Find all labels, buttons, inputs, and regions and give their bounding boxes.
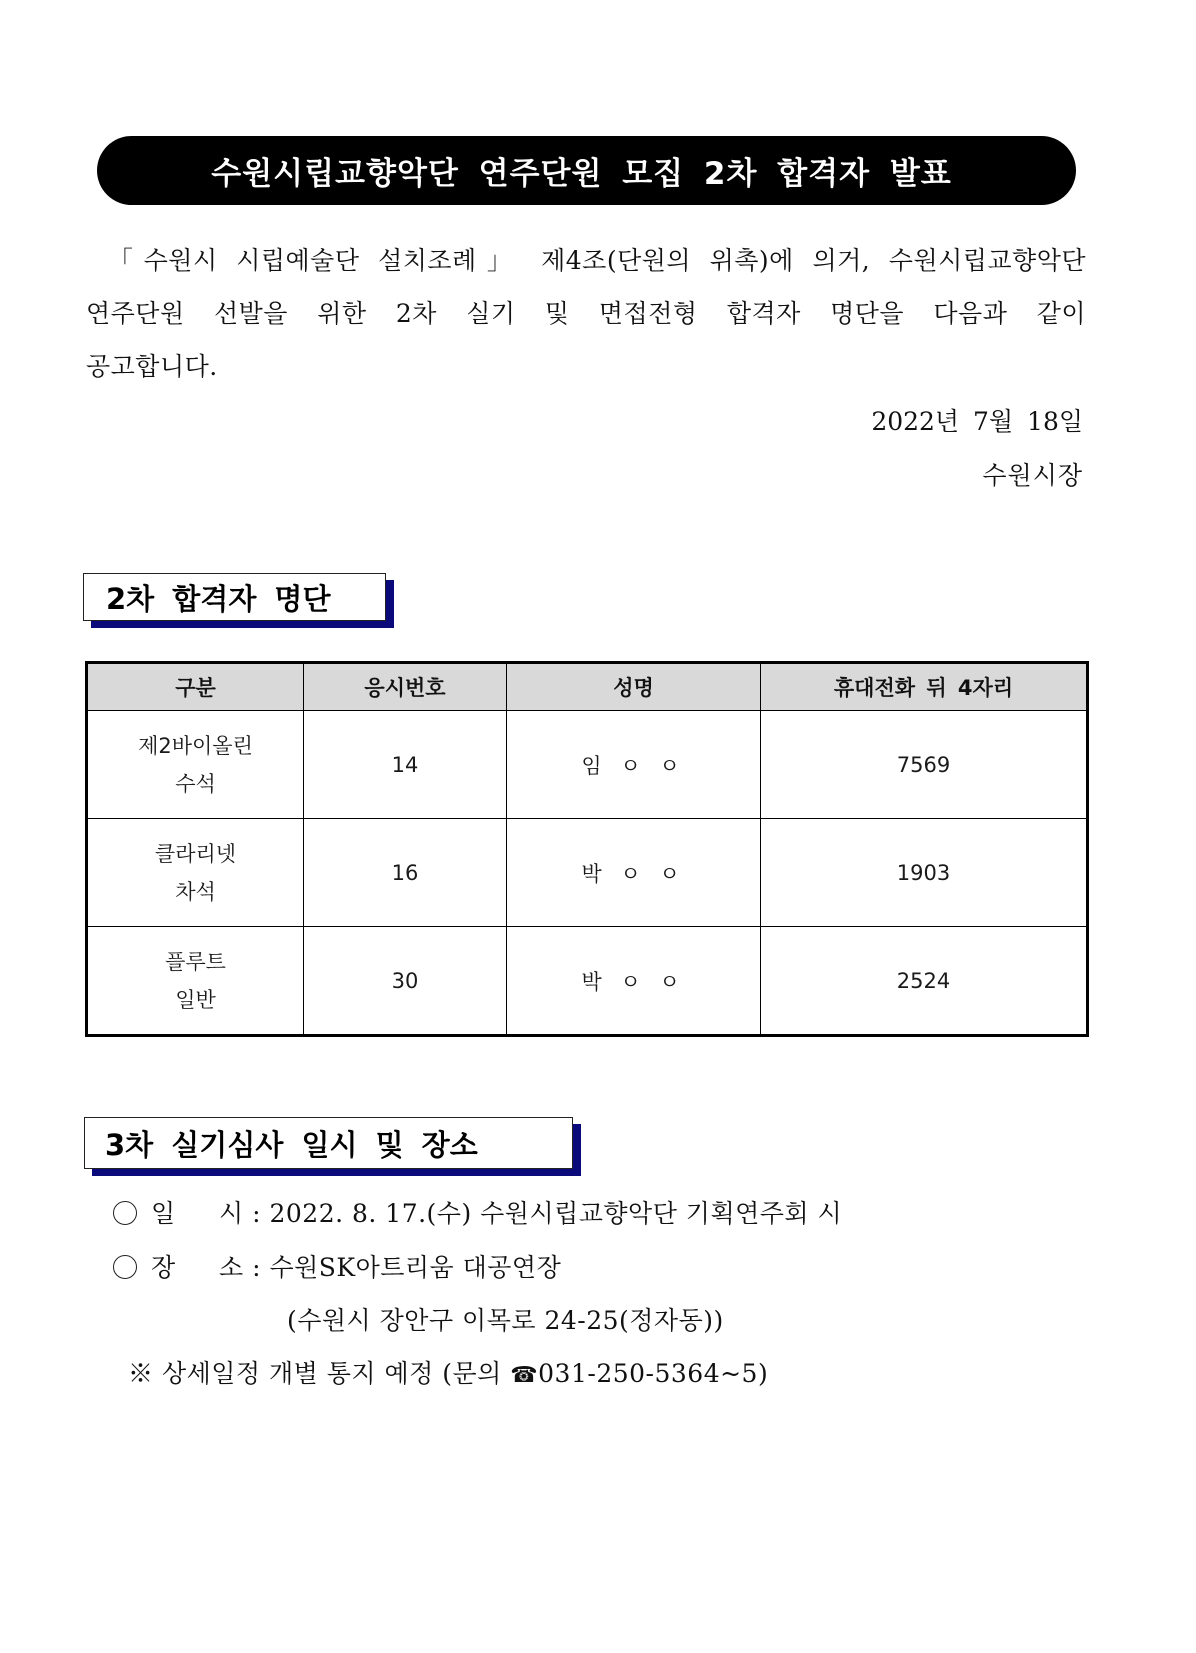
results-table bbox=[85, 661, 1089, 1037]
cell-category bbox=[87, 819, 304, 927]
datetime-label-part1: 일 bbox=[151, 1199, 176, 1228]
circle-bullet-icon bbox=[113, 1255, 137, 1279]
section-heading-results bbox=[83, 573, 386, 621]
category-rank: 수석 bbox=[175, 771, 216, 796]
schedule-place bbox=[113, 1248, 561, 1284]
note-phone-number: 031-250-5364~5) bbox=[538, 1359, 769, 1388]
column-header-name: 성명 bbox=[507, 663, 761, 711]
table-header-row bbox=[87, 663, 1088, 711]
column-header-number: 응시번호 bbox=[304, 663, 507, 711]
schedule-note bbox=[128, 1354, 768, 1390]
table-row bbox=[87, 927, 1088, 1036]
cell-number: 16 bbox=[304, 819, 507, 927]
column-header-category: 구분 bbox=[87, 663, 304, 711]
section-heading-results-text: 2차 합격자 명단 bbox=[106, 581, 331, 616]
intro-line-3: 공고합니다. bbox=[86, 352, 218, 381]
category-instrument: 플루트 bbox=[165, 949, 226, 974]
document-title: 수원시립교향악단 연주단원 모집 2차 합격자 발표 bbox=[211, 156, 952, 192]
document-title-banner bbox=[97, 136, 1076, 205]
intro-line-2: 연주단원 선발을 위한 2차 실기 및 면접전형 합격자 명단을 다음과 같이 bbox=[86, 299, 1086, 328]
telephone-icon: ☎ bbox=[510, 1363, 539, 1388]
datetime-label-part2: 시 bbox=[219, 1199, 244, 1228]
cell-phone: 1903 bbox=[761, 819, 1088, 927]
table-row bbox=[87, 711, 1088, 819]
datetime-value: : 2022. 8. 17.(수) 수원시립교향악단 기획연주회 시 bbox=[252, 1199, 843, 1228]
signer: 수원시장 bbox=[982, 461, 1083, 490]
category-instrument: 클라리넷 bbox=[154, 841, 237, 866]
place-label-part1: 장 bbox=[151, 1253, 176, 1282]
category-instrument: 제2바이올린 bbox=[138, 733, 253, 758]
cell-number: 30 bbox=[304, 927, 507, 1036]
cell-number: 14 bbox=[304, 711, 507, 819]
schedule-datetime bbox=[113, 1194, 842, 1230]
column-header-phone: 휴대전화 뒤 4자리 bbox=[761, 663, 1088, 711]
cell-category bbox=[87, 927, 304, 1036]
cell-name: 박 ㅇ ㅇ bbox=[507, 819, 761, 927]
category-rank: 차석 bbox=[175, 879, 216, 904]
section-heading-schedule bbox=[84, 1117, 573, 1169]
category-rank: 일반 bbox=[175, 987, 216, 1012]
cell-phone: 2524 bbox=[761, 927, 1088, 1036]
note-text: ※ 상세일정 개별 통지 예정 (문의 bbox=[128, 1359, 511, 1388]
intro-paragraph bbox=[86, 234, 1086, 393]
intro-line-1: 「수원시 시립예술단 설치조례」 제4조(단원의 위촉)에 의거, 수원시립교향악단 bbox=[108, 246, 1086, 275]
cell-name: 임 ㅇ ㅇ bbox=[507, 711, 761, 819]
table-row bbox=[87, 819, 1088, 927]
cell-phone: 7569 bbox=[761, 711, 1088, 819]
cell-name: 박 ㅇ ㅇ bbox=[507, 927, 761, 1036]
circle-bullet-icon bbox=[113, 1201, 137, 1225]
schedule-place-address: (수원시 장안구 이목로 24-25(정자동)) bbox=[287, 1306, 724, 1335]
announcement-date: 2022년 7월 18일 bbox=[871, 407, 1083, 436]
section-heading-schedule-text: 3차 실기심사 일시 및 장소 bbox=[105, 1127, 478, 1162]
cell-category bbox=[87, 711, 304, 819]
place-label-part2: 소 bbox=[219, 1253, 244, 1282]
place-value: : 수원SK아트리움 대공연장 bbox=[252, 1253, 562, 1282]
